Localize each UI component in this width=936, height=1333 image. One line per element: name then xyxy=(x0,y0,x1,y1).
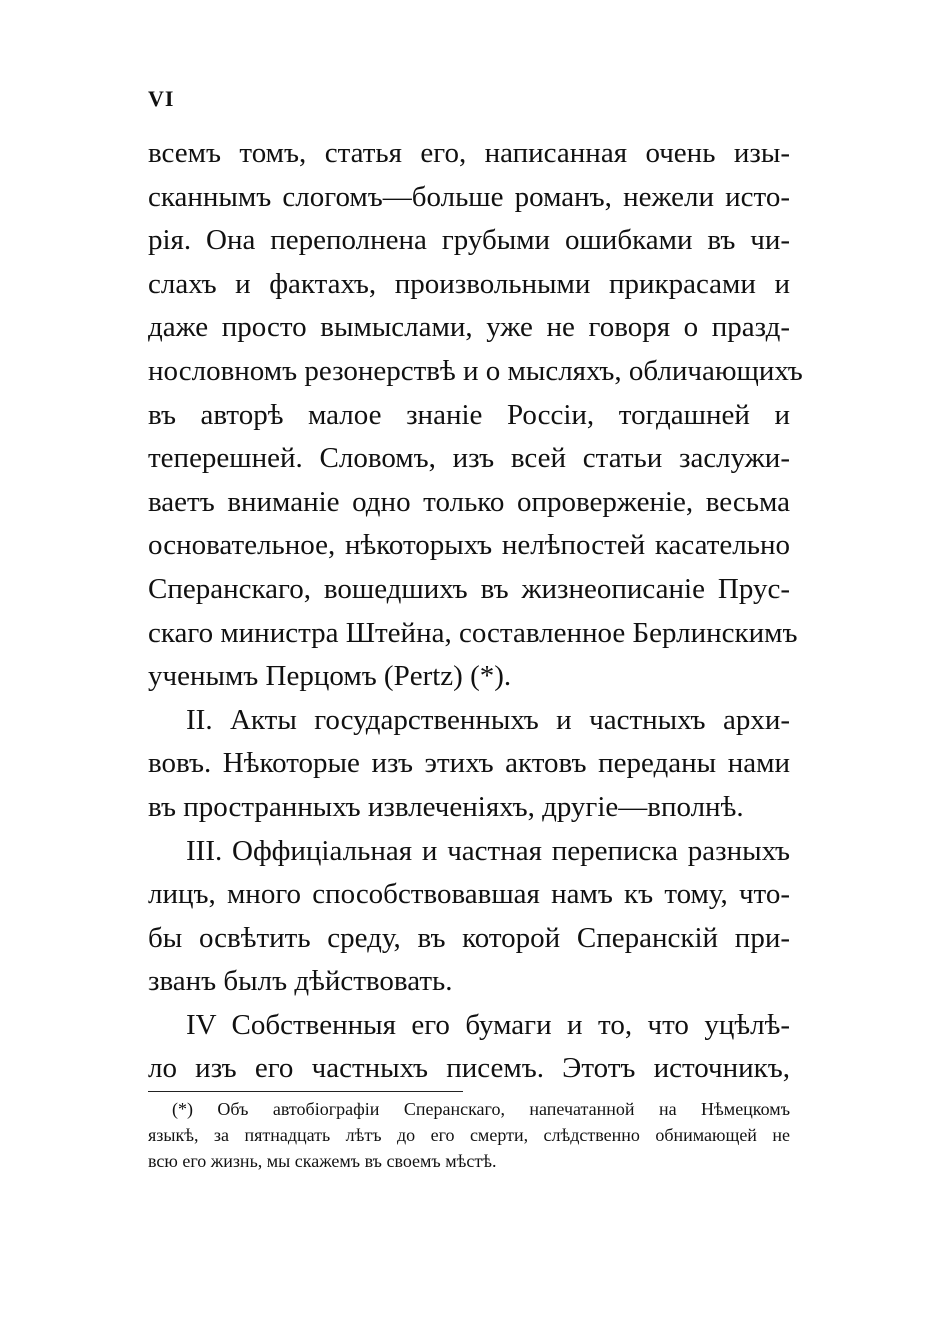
text-line: II. Акты государственныхъ и частныхъ архи- xyxy=(186,703,790,736)
text-line: въ авторѣ малое знаніе Россіи, тогдашней и xyxy=(148,398,790,431)
footnote-divider xyxy=(148,1091,463,1092)
body-text xyxy=(148,132,803,1091)
text-line: вовъ. Нѣкоторые изъ этихъ актовъ переданы нами xyxy=(148,747,790,780)
text-line: ло изъ его частныхъ писемъ. Этотъ источникъ, xyxy=(148,1052,790,1085)
text-line: ваетъ вниманіе одно только опроверженіе, весьма xyxy=(148,485,790,518)
footnote xyxy=(148,1096,790,1174)
page-number: VI xyxy=(148,86,175,111)
text-line: ученымъ Перцомъ (Pertz) (*). xyxy=(148,660,512,693)
text-line: сканнымъ слогомъ—больше романъ, нежели исто- xyxy=(148,180,790,213)
text-line: всемъ томъ, статья его, написанная очень изы- xyxy=(148,137,790,169)
text-line: званъ былъ дѣйствовать. xyxy=(148,965,453,998)
text-line: основательное, нѣкоторыхъ нелѣпостей касательно xyxy=(148,529,790,562)
text-line: бы освѣтить среду, въ которой Сперанскій при- xyxy=(148,921,790,954)
text-line: лицъ, много способствовавшая намъ къ тому, что- xyxy=(148,878,790,911)
text-line: рія. Она переполнена грубыми ошибками въ чи- xyxy=(148,224,790,257)
text-line: теперешней. Словомъ, изъ всей статьи заслужи- xyxy=(148,442,790,475)
text-line: Сперанскаго, вошедшихъ въ жизнеописаніе Прус- xyxy=(148,572,790,605)
text-line: даже просто вымыслами, уже не говоря о празд- xyxy=(148,311,790,344)
text-line: скаго министра Штейна, составленное Берлинскимъ xyxy=(148,616,798,649)
text-line: IV Собственныя его бумаги и то, что уцѣлѣ- xyxy=(186,1008,790,1041)
text-line: нословномъ резонерствѣ и о мысляхъ, обличающихъ xyxy=(148,354,803,387)
footnote-line: языкѣ, за пятнадцать лѣтъ до его смерти, слѣдственно обнимающей не xyxy=(148,1125,790,1145)
text-line: слахъ и фактахъ, произвольными прикрасами и xyxy=(148,267,790,300)
text-line: въ пространныхъ извлеченіяхъ, другіе—вполнѣ. xyxy=(148,790,744,823)
footnote-line: всю его жизнь, мы скажемъ въ своемъ мѣстѣ. xyxy=(148,1151,497,1171)
footnote-line: (*) Объ автобіографіи Сперанскаго, напечатанной на Нѣмецкомъ xyxy=(172,1099,790,1119)
text-line: III. Оффиціальная и частная переписка разныхъ xyxy=(186,834,790,867)
